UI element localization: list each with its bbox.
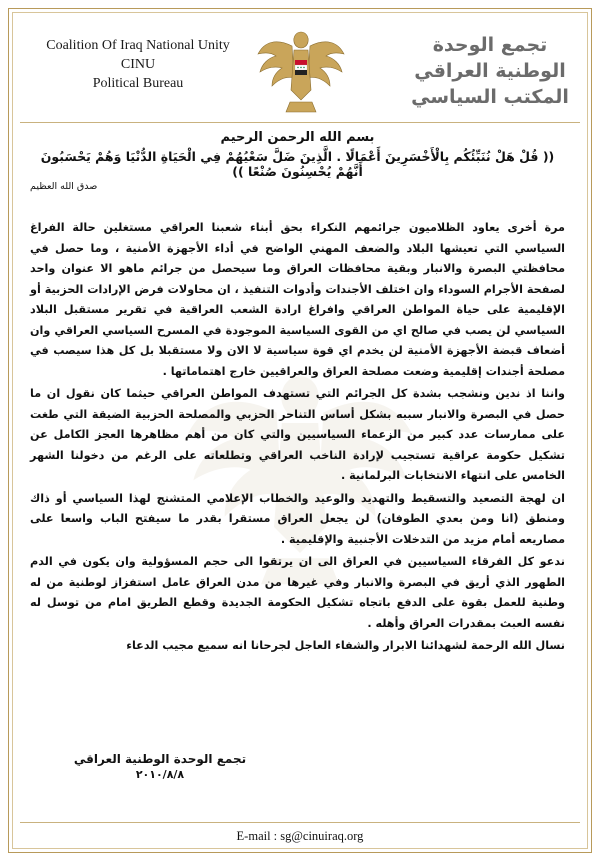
eagle-emblem-icon: [256, 20, 346, 120]
org-en-line1: Coalition Of Iraq National Unity: [46, 38, 230, 53]
organization-name-arabic: [400, 32, 580, 110]
paragraph: ندعو كل الفرقاء السياسيين في العراق الى ان يرتقوا الى حجم المسؤولية وان يكون في الدم الطهور الذي أريق في البصرة والانبار وفي غيرها من مدن العراق عامل استفزاز لوطنية من له وطنية للعمل بقوة على الدفع باتجاه تشكيل الحكومة الجديدة وقطع الطريق امام من توسل له نفسه العبث بمقدرات العراق وأهله .: [30, 555, 565, 630]
verse-closing: صدق الله العظيم: [30, 181, 98, 192]
org-en-line3: Political Bureau: [92, 76, 184, 91]
organization-name-english: [38, 36, 238, 93]
closing-prayer: نسال الله الرحمة لشهدائنا الابرار والشفاء العاجل لجرحانا انه سميع مجيب الدعاء: [126, 639, 565, 652]
letter-date: ٢٠١٠/٨/٨: [135, 768, 185, 781]
org-en-line2: CINU: [120, 57, 156, 72]
signatory-name: تجمع الوحدة الوطنية العراقي: [73, 752, 247, 766]
basmala: بسم الله الرحمن الرحيم: [220, 130, 375, 145]
letter-body: [30, 128, 565, 657]
footer-divider: [20, 822, 580, 823]
paragraph: واننا اذ ندين ونشجب بشدة كل الجرائم التي تستهدف المواطن العراقي حيثما كان نقول ان ما حصل في البصرة والانبار سببه بشكل أساس التناحر الحزبي والمصلحة الحزبية الضيقة التي طغت على ممارسات عدد كبير من الزعماء السياسيين والتي كان من أهم مظاهرها العجز الكامل عن تشكيل حكومة عراقية تستجيب لإرادة الناخب العراقي وتطلعاته على الرغم من دخولنا الشهر الخامس على انتهاء الانتخابات البرلمانية .: [30, 387, 565, 482]
org-ar-line1: تجمع الوحدة الوطنية العراقي: [414, 34, 566, 82]
header-divider: [20, 122, 580, 123]
org-ar-line2: المكتب السياسي: [411, 86, 569, 108]
letterhead: [20, 20, 580, 120]
paragraph: مرة أخرى يعاود الظلاميون جرائمهم النكراء بحق أبناء شعبنا العراقي مستغلين حالة الفراغ السياسي التي تعيشها البلاد والضعف المهني الواضح في أداء الأجهزة الأمنية ، وما حصل في محافظتي البصرة والانبار وبقية محافظات العراق وما سيحصل من جرائم ماهو الا عنوان واحد لصفحة الأجرام السوداء وان اختلف الأجندات وأدوات التنفيذ ، ان محاولات فرض الإرادات الحزبية أو الإقليمية على حياة المواطن العراقي وافراغ ارادة الشعب العراقية في تقرير مستقبل البلاد السياسي لن يصب في صالح اي من القوى السياسية الموجودة في المسرح السياسي العراقي وان أضعاف قبضة الأجهزة الأمنية لن يخدم اي قوة سياسية لا الان ولا مستقبلا بل كل هذا سيصب في مصلحة أجندات إقليمية وضعت مصلحة العراق والعراقيين خارج اهتماماتها .: [30, 221, 565, 378]
signature-block: [60, 752, 260, 781]
quran-verse: (( قُلْ هَلْ نُنَبِّئُكُم بِالْأَخْسَرِينَ أَعْمَالًا . الَّذِينَ ضَلَّ سَعْيُهُمْ فِي الْحَيَاةِ الدُّنْيَا وَهُمْ يَحْسَبُونَ أَنَّهُمْ يُحْسِنُونَ صُنْعًا )): [40, 149, 555, 179]
paragraph: ان لهجة التصعيد والتسقيط والتهديد والوعيد والخطاب الإعلامي المتشنج لهذا السياسي أو ذاك ومنطق (انا ومن بعدي الطوفان) لن يجعل العراق مستقرا بقدر ما سيفتح الباب واسعا على مصاريعه أمام مزيد من التدخلات الأجنبية والإقليمية .: [30, 491, 565, 546]
contact-email[interactable]: E-mail : sg@cinuiraq.org: [236, 829, 364, 843]
flag-stripe-red: [295, 60, 307, 65]
